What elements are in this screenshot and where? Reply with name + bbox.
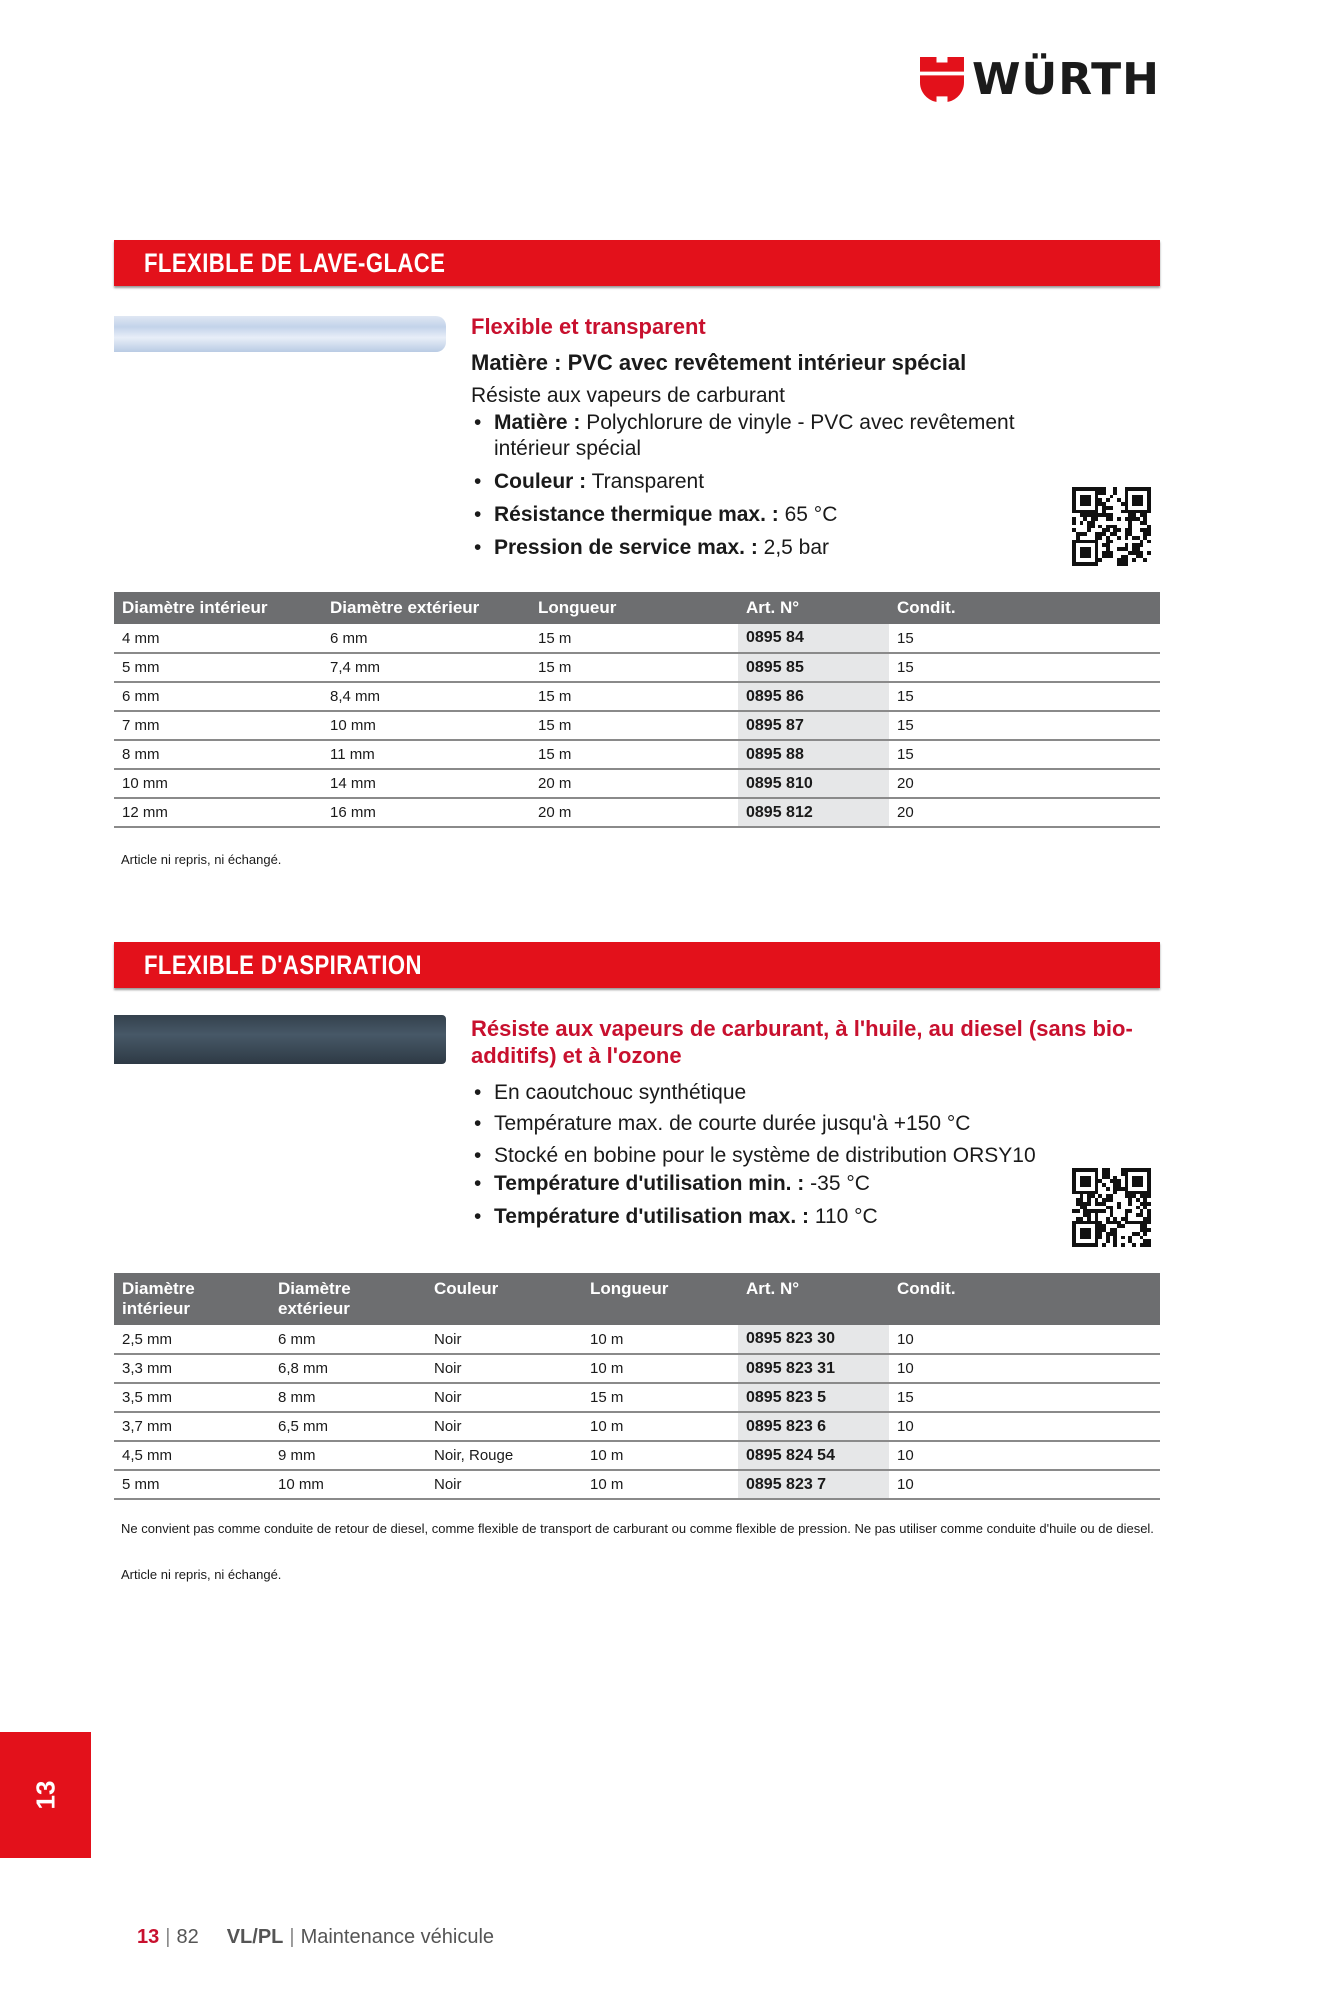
article-number: 0895 84 — [738, 624, 889, 653]
table-row — [114, 624, 1160, 653]
bullet-label: Résistance thermique max. : — [494, 503, 779, 526]
section-header-aspiration — [114, 942, 1160, 988]
table-cell: 15 — [889, 653, 1160, 682]
table-cell: 20 — [889, 798, 1160, 827]
qr-code-icon[interactable] — [1072, 1168, 1151, 1247]
table-cell: 10 — [889, 1441, 1160, 1470]
table-cell: 20 — [889, 769, 1160, 798]
bullet-text: Transparent — [586, 470, 705, 493]
column-header: Art. N° — [738, 592, 889, 624]
bullet-item — [474, 1143, 1036, 1169]
column-header: Diamètre intérieur — [114, 1273, 270, 1325]
table-row — [114, 1354, 1160, 1383]
bullet-label: Couleur : — [494, 470, 587, 493]
table-cell: 15 — [889, 740, 1160, 769]
column-header: Longueur — [582, 1273, 738, 1325]
table-cell: 8,4 mm — [322, 682, 530, 711]
bullet-label: Température d'utilisation max. : — [494, 1205, 809, 1228]
table-row — [114, 653, 1160, 682]
bullet-label: Température d'utilisation min. : — [494, 1172, 805, 1195]
table-cell: 15 m — [530, 740, 738, 769]
article-number: 0895 824 54 — [738, 1441, 889, 1470]
bullet-item — [474, 1171, 870, 1197]
table-row — [114, 711, 1160, 740]
table-cell: 15 m — [582, 1383, 738, 1412]
column-header: Diamètre extérieur — [322, 592, 530, 624]
table-cell: 8 mm — [114, 740, 322, 769]
bullet-text: • Stocké en bobine pour le système de distribution ORSY10 — [494, 1144, 1036, 1167]
footer-category: VL/PL — [226, 1926, 284, 1948]
table-cell: 15 — [889, 624, 1160, 653]
article-number: 0895 85 — [738, 653, 889, 682]
table-cell: 2,5 mm — [114, 1325, 270, 1354]
bullet-item — [474, 1204, 878, 1230]
bullet-text: Polychlorure de vinyle - PVC avec revêtement intérieur spécial — [494, 411, 1015, 460]
table-cell: 9 mm — [270, 1441, 426, 1470]
table-cell: 3,7 mm — [114, 1412, 270, 1441]
column-header: Condit. — [889, 592, 1160, 624]
section-subtitle: Résiste aux vapeurs de carburant, à l'huile, au diesel (sans bio-additifs) et à l'ozone — [471, 1016, 1133, 1068]
column-header: Diamètre extérieur — [270, 1273, 426, 1325]
section-title: FLEXIBLE D'ASPIRATION — [144, 950, 422, 980]
table-cell: 15 — [889, 1383, 1160, 1412]
bullet-item — [474, 535, 829, 561]
footer-page-number: 82 — [176, 1926, 199, 1948]
table-cell: 10 — [889, 1412, 1160, 1441]
table-cell: 10 mm — [270, 1470, 426, 1499]
article-number: 0895 823 6 — [738, 1412, 889, 1441]
table-row — [114, 1412, 1160, 1441]
article-number: 0895 823 31 — [738, 1354, 889, 1383]
table-row — [114, 798, 1160, 827]
table-cell: 20 m — [530, 769, 738, 798]
article-number: 0895 823 5 — [738, 1383, 889, 1412]
wurth-logo — [920, 53, 1160, 105]
column-header: Longueur — [530, 592, 738, 624]
table-cell: 15 m — [530, 653, 738, 682]
table-cell: 11 mm — [322, 740, 530, 769]
transparent-hose-image — [114, 316, 446, 352]
table-cell: 10 m — [582, 1470, 738, 1499]
wurth-shield-icon — [920, 53, 964, 105]
product-table-lave-glace — [114, 592, 1160, 828]
table-row — [114, 1383, 1160, 1412]
bullet-text: • En caoutchouc synthétique — [494, 1081, 747, 1104]
table-cell: 15 m — [530, 624, 738, 653]
bullet-item — [474, 502, 837, 528]
bullet-item — [474, 410, 1034, 462]
column-header: Couleur — [426, 1273, 582, 1325]
article-number: 0895 823 7 — [738, 1470, 889, 1499]
table-cell: 20 m — [530, 798, 738, 827]
table-cell: 16 mm — [322, 798, 530, 827]
table-row — [114, 740, 1160, 769]
table-cell: 15 — [889, 711, 1160, 740]
table-cell: 10 m — [582, 1412, 738, 1441]
brand-name: WÜRTH — [971, 53, 1160, 105]
bullet-label: Pression de service max. : — [494, 536, 758, 559]
page-footer: 13 | 82 VL/PL | Maintenance véhicule — [137, 1926, 495, 1948]
table-cell: 7,4 mm — [322, 653, 530, 682]
table-row — [114, 1470, 1160, 1499]
footer-title: Maintenance véhicule — [300, 1926, 495, 1948]
table-cell: 6,5 mm — [270, 1412, 426, 1441]
table-cell: 5 mm — [114, 1470, 270, 1499]
bullet-text: -35 °C — [804, 1172, 870, 1195]
bullet-item — [474, 469, 704, 495]
table-cell: 10 mm — [322, 711, 530, 740]
bullet-text: • Température max. de courte durée jusqu'à +150 °C — [494, 1112, 971, 1135]
section-subtitle: Flexible et transparent — [471, 314, 706, 339]
section-title: FLEXIBLE DE LAVE-GLACE — [144, 248, 446, 278]
table-cell: 15 — [889, 682, 1160, 711]
table-cell: 4,5 mm — [114, 1441, 270, 1470]
table-cell: 10 — [889, 1325, 1160, 1354]
table-cell: 15 m — [530, 682, 738, 711]
column-header: Diamètre intérieur — [114, 592, 322, 624]
table-cell: 14 mm — [322, 769, 530, 798]
table-cell: Noir — [426, 1412, 582, 1441]
table-cell: 10 m — [582, 1325, 738, 1354]
bullet-item — [474, 1080, 746, 1106]
table-cell: Noir — [426, 1354, 582, 1383]
note: Article ni repris, ni échangé. — [121, 1567, 282, 1582]
table-cell: 15 m — [530, 711, 738, 740]
table-cell: Noir — [426, 1383, 582, 1412]
table-cell: Noir — [426, 1325, 582, 1354]
bullet-text: 2,5 bar — [757, 536, 830, 559]
note: Article ni repris, ni échangé. — [121, 852, 282, 867]
table-cell: 10 — [889, 1354, 1160, 1383]
table-row — [114, 682, 1160, 711]
intro-text: Résiste aux vapeurs de carburant — [471, 384, 786, 407]
table-cell: 6 mm — [270, 1325, 426, 1354]
table-cell: 12 mm — [114, 798, 322, 827]
footer-chapter: 13 — [137, 1926, 160, 1948]
table-cell: 10 m — [582, 1441, 738, 1470]
table-row — [114, 769, 1160, 798]
table-cell: 4 mm — [114, 624, 322, 653]
note: Ne convient pas comme conduite de retour de diesel, comme flexible de transport de carburant ou comme flexible de pression. Ne pas utiliser comme conduite d'huile ou de diesel. — [121, 1521, 1154, 1536]
table-cell: 6 mm — [114, 682, 322, 711]
table-cell: 10 — [889, 1470, 1160, 1499]
column-header: Condit. — [889, 1273, 1160, 1325]
table-cell: 6,8 mm — [270, 1354, 426, 1383]
bullet-label: Matière : — [494, 411, 581, 434]
table-cell: 8 mm — [270, 1383, 426, 1412]
chapter-tab[interactable] — [0, 1732, 91, 1858]
bullet-text: 110 °C — [809, 1205, 878, 1228]
table-cell: 10 mm — [114, 769, 322, 798]
article-number: 0895 86 — [738, 682, 889, 711]
table-cell: 10 m — [582, 1354, 738, 1383]
material-headline: Matière : PVC avec revêtement intérieur spécial — [471, 350, 967, 375]
article-number: 0895 88 — [738, 740, 889, 769]
table-row — [114, 1325, 1160, 1354]
table-cell: Noir, Rouge — [426, 1441, 582, 1470]
table-header — [114, 592, 1160, 624]
product-table-aspiration — [114, 1273, 1160, 1500]
article-number: 0895 823 30 — [738, 1325, 889, 1354]
article-number: 0895 810 — [738, 769, 889, 798]
article-number: 0895 87 — [738, 711, 889, 740]
table-cell: 5 mm — [114, 653, 322, 682]
table-cell: Noir — [426, 1470, 582, 1499]
table-cell: 6 mm — [322, 624, 530, 653]
table-cell: 3,5 mm — [114, 1383, 270, 1412]
bullet-item — [474, 1111, 970, 1137]
table-cell: 3,3 mm — [114, 1354, 270, 1383]
bullet-text: 65 °C — [778, 503, 838, 526]
black-hose-image — [114, 1015, 446, 1064]
table-cell: 7 mm — [114, 711, 322, 740]
table-row — [114, 1441, 1160, 1470]
chapter-number: 13 — [30, 1780, 60, 1810]
article-number: 0895 812 — [738, 798, 889, 827]
section-header-lave-glace — [114, 240, 1160, 286]
qr-code-icon[interactable] — [1072, 487, 1151, 566]
column-header: Art. N° — [738, 1273, 889, 1325]
table-header — [114, 1273, 1160, 1325]
